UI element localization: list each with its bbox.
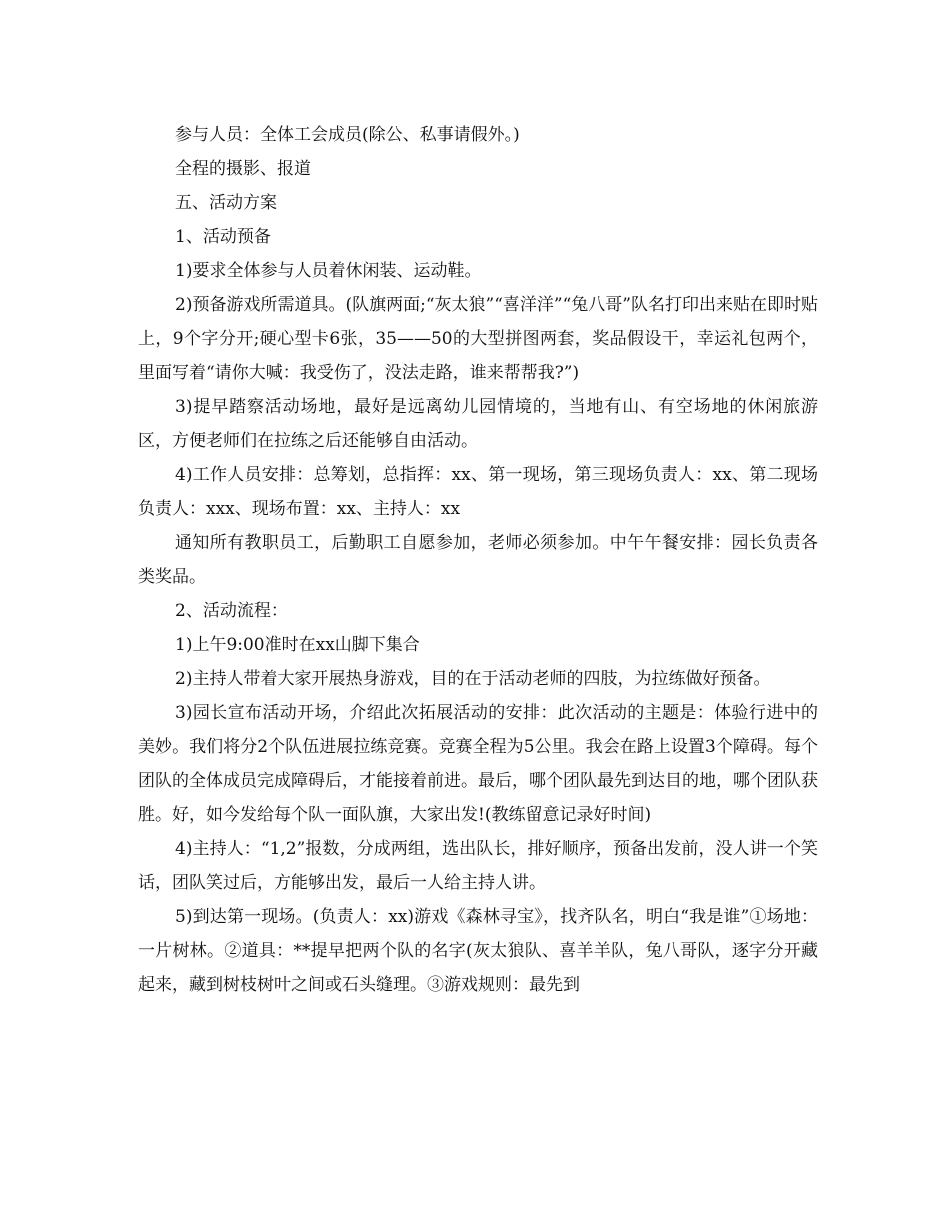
paragraph-process-gather: 1)上午9:00准时在xx山脚下集合 bbox=[175, 635, 420, 655]
paragraph-prep-staff: 4)工作人员安排：总筹划，总指挥：xx、第一现场，第三现场负责人：xx、第二现场负责人：xxx、现场布置：xx、主持人：xx bbox=[138, 465, 818, 519]
document-body bbox=[138, 118, 818, 1002]
paragraph-participants: 参与人员：全体工会成员(除公、私事请假外。) bbox=[175, 125, 520, 145]
paragraph-notice: 通知所有教职员工，后勤职工自愿参加，老师必须参加。中午午餐安排：园长负责各类奖品。 bbox=[138, 533, 818, 587]
paragraph-photography: 全程的摄影、报道 bbox=[175, 159, 311, 179]
paragraph-process-first-site: 5)到达第一现场。(负责人：xx)游戏《森林寻宝》，找齐队名，明白“我是谁”①场地：一片树林。②道具：**提早把两个队的名字(灰太狼队、喜羊羊队，兔八哥队，逐字分开藏起来，藏到树枝树叶之间或石头缝理。③游戏规则：最先到 bbox=[138, 907, 818, 995]
section-heading-activity-plan: 五、活动方案 bbox=[175, 193, 277, 213]
subheading-preparation: 1、活动预备 bbox=[175, 227, 271, 247]
paragraph-prep-site: 3)提早踏察活动场地，最好是远离幼儿园情境的，当地有山、有空场地的休闲旅游区，方便老师们在拉练之后还能够自由活动。 bbox=[138, 397, 818, 451]
subheading-process: 2、活动流程： bbox=[175, 601, 288, 621]
paragraph-process-grouping: 4)主持人：“1,2”报数，分成两组，选出队长，排好顺序，预备出发前，没人讲一个笑话，团队笑过后，方能够出发，最后一人给主持人讲。 bbox=[138, 839, 818, 893]
paragraph-process-warmup: 2)主持人带着大家开展热身游戏，目的在于活动老师的四肢，为拉练做好预备。 bbox=[175, 669, 771, 689]
paragraph-prep-props: 2)预备游戏所需道具。(队旗两面;“灰太狼”“喜洋洋”“兔八哥”队名打印出来贴在即时贴上，9个字分开;硬心型卡6张，35——50的大型拼图两套，奖品假设干，幸运礼包两个，里面写着“请你大喊：我受伤了，没法走路，谁来帮帮我?”) bbox=[138, 295, 818, 383]
paragraph-process-opening: 3)园长宣布活动开场，介绍此次拓展活动的安排：此次活动的主题是：体验行进中的美妙。我们将分2个队伍进展拉练竞赛。竞赛全程为5公里。我会在路上设置3个障碍。每个团队的全体成员完成障碍后，才能接着前进。最后，哪个团队最先到达目的地，哪个团队获胜。好，如今发给每个队一面队旗，大家出发!(教练留意记录好时间) bbox=[138, 703, 818, 825]
paragraph-prep-dress: 1)要求全体参与人员着休闲装、运动鞋。 bbox=[175, 261, 482, 281]
